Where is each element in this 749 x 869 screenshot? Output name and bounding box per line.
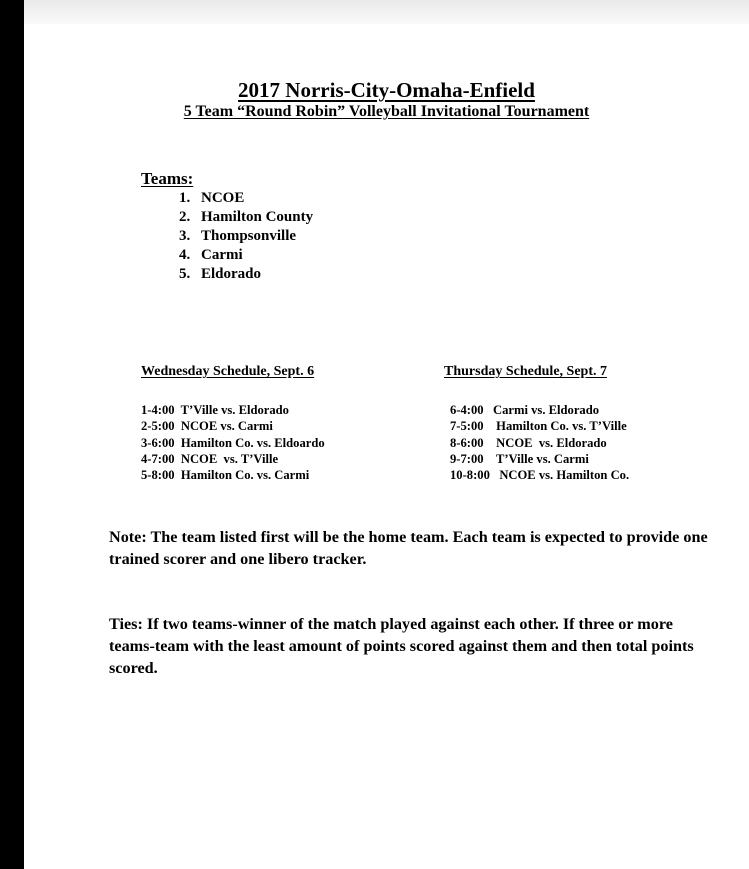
team-name: Thompsonville <box>201 228 297 244</box>
team-item <box>179 246 313 265</box>
game-row: 3-6:00 Hamilton Co. vs. Eldoardo <box>141 435 325 450</box>
home-team-note: Note: The team listed first will be the home team. Each team is expected to provide one trained scorer and one libero tracker. <box>109 528 708 568</box>
team-name: Hamilton County <box>201 209 314 225</box>
team-item <box>179 189 313 208</box>
game-row: 8-6:00 NCOE vs. Eldorado <box>450 435 607 450</box>
teams-heading: Teams: <box>141 169 194 188</box>
game-row: 2-5:00 NCOE vs. Carmi <box>141 419 273 434</box>
team-number: 2. <box>179 209 191 225</box>
team-item <box>179 227 313 246</box>
game-row: 7-5:00 Hamilton Co. vs. T’Ville <box>450 419 627 434</box>
wednesday-schedule-heading: Wednesday Schedule, Sept. 6 <box>141 364 315 379</box>
team-name: NCOE <box>201 190 245 206</box>
team-item <box>179 208 313 227</box>
top-shadow <box>0 0 749 24</box>
left-border <box>0 0 24 869</box>
team-number: 3. <box>179 228 191 244</box>
document-subtitle: 5 Team “Round Robin” Volleyball Invitational Tournament <box>183 103 590 120</box>
wednesday-games-list <box>141 402 325 483</box>
document-page <box>24 24 749 869</box>
thursday-schedule-heading: Thursday Schedule, Sept. 7 <box>444 364 607 379</box>
game-row: 4-7:00 NCOE vs. T’Ville <box>141 451 279 466</box>
team-number: 4. <box>179 247 191 263</box>
team-number: 1. <box>179 190 191 206</box>
game-row: 10-8:00 NCOE vs. Hamilton Co. <box>450 468 630 483</box>
document-title: 2017 Norris-City-Omaha-Enfield <box>238 78 535 102</box>
teams-list <box>179 189 313 284</box>
game-row: 1-4:00 T’Ville vs. Eldorado <box>141 403 289 417</box>
team-number: 5. <box>179 266 191 282</box>
team-name: Eldorado <box>201 266 262 282</box>
thursday-games-list <box>450 402 629 483</box>
team-item <box>179 265 313 284</box>
team-name: Carmi <box>201 247 243 263</box>
tiebreak-rules: Ties: If two teams-winner of the match played against each other. If three or more teams-team with the least amount of points scored against them and then total points scored. <box>109 615 694 677</box>
game-row: 5-8:00 Hamilton Co. vs. Carmi <box>141 468 310 483</box>
game-row: 6-4:00 Carmi vs. Eldorado <box>450 403 600 417</box>
game-row: 9-7:00 T’Ville vs. Carmi <box>450 451 589 466</box>
